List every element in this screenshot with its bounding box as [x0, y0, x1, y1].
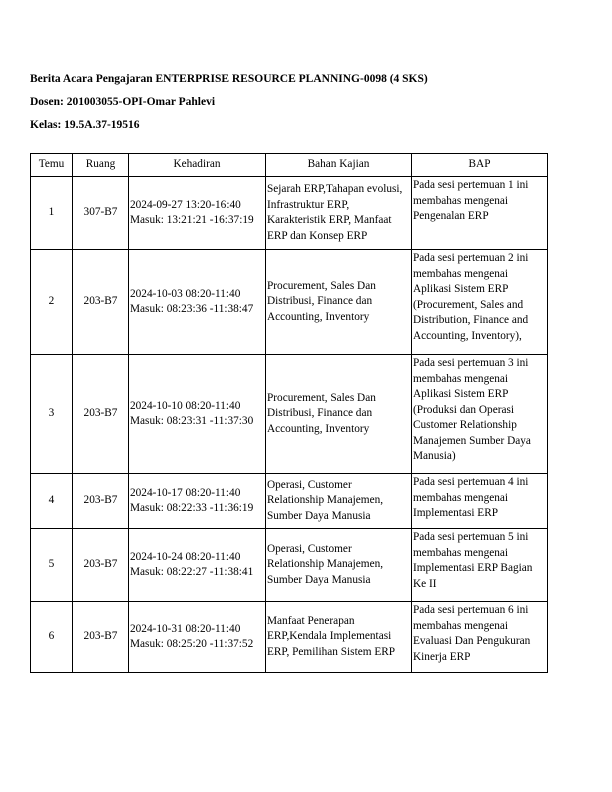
- ruang-cell: 203-B7: [73, 250, 129, 355]
- kehadiran-cell: [129, 474, 266, 529]
- table-row: [31, 529, 548, 602]
- header-bahan-kajian: Bahan Kajian: [266, 154, 412, 177]
- bahan-kajian-cell: Sejarah ERP,Tahapan evolusi, Infrastruktur ERP, Karakteristik ERP, Manfaat ERP dan Konsep ERP: [266, 177, 412, 250]
- check-in-time: Masuk: 13:21:21 -16:37:19: [130, 214, 254, 226]
- check-in-time: Masuk: 08:22:33 -11:36:19: [130, 502, 254, 514]
- check-in-time: Masuk: 08:23:31 -11:37:30: [130, 415, 254, 427]
- temu-cell: 3: [31, 355, 73, 474]
- schedule-time: 2024-10-17 08:20-11:40: [130, 486, 241, 499]
- temu-cell: 1: [31, 177, 73, 250]
- table-header-row: [31, 154, 548, 177]
- bap-cell: Pada sesi pertemuan 1 ini membahas mengenai Pengenalan ERP: [412, 177, 548, 250]
- header-bap: BAP: [412, 154, 548, 177]
- document-title: Berita Acara Pengajaran ENTERPRISE RESOURCE PLANNING-0098 (4 SKS): [30, 73, 428, 85]
- schedule-time: 2024-09-27 13:20-16:40: [130, 198, 241, 211]
- kehadiran-cell: [129, 355, 266, 474]
- table-row: [31, 355, 548, 474]
- check-in-time: Masuk: 08:23:36 -11:38:47: [130, 303, 254, 315]
- table-row: [31, 250, 548, 355]
- bahan-kajian-cell: Operasi, Customer Relationship Manajemen, Sumber Daya Manusia: [266, 529, 412, 602]
- schedule-time: 2024-10-10 08:20-11:40: [130, 399, 241, 412]
- kehadiran-cell: [129, 177, 266, 250]
- check-in-time: Masuk: 08:22:27 -11:38:41: [130, 566, 254, 578]
- schedule-time: 2024-10-24 08:20-11:40: [130, 550, 241, 563]
- ruang-cell: 203-B7: [73, 474, 129, 529]
- bahan-kajian-cell: Procurement, Sales Dan Distribusi, Finance dan Accounting, Inventory: [266, 355, 412, 474]
- bahan-kajian-cell: Operasi, Customer Relationship Manajemen, Sumber Daya Manusia: [266, 474, 412, 529]
- ruang-cell: 203-B7: [73, 602, 129, 673]
- check-in-time: Masuk: 08:25:20 -11:37:52: [130, 638, 254, 650]
- bap-cell: Pada sesi pertemuan 6 ini membahas mengenai Evaluasi Dan Pengukuran Kinerja ERP: [412, 602, 548, 673]
- temu-cell: 5: [31, 529, 73, 602]
- ruang-cell: 307-B7: [73, 177, 129, 250]
- temu-cell: 2: [31, 250, 73, 355]
- schedule-time: 2024-10-31 08:20-11:40: [130, 622, 241, 635]
- kehadiran-cell: [129, 529, 266, 602]
- ruang-cell: 203-B7: [73, 529, 129, 602]
- table-row: [31, 177, 548, 250]
- lecturer-line: Dosen: 201003055-OPI-Omar Pahlevi: [30, 96, 216, 108]
- temu-cell: 4: [31, 474, 73, 529]
- header-ruang: Ruang: [73, 154, 129, 177]
- bap-cell: Pada sesi pertemuan 2 ini membahas mengenai Aplikasi Sistem ERP (Procurement, Sales and Distribution, Finance and Accounting, Inventory),: [412, 250, 548, 355]
- bap-cell: Pada sesi pertemuan 3 ini membahas mengenai Aplikasi Sistem ERP (Produksi dan Operasi Customer Relationship Manajemen Sumber Daya Manusia): [412, 355, 548, 474]
- header-kehadiran: Kehadiran: [129, 154, 266, 177]
- bahan-kajian-cell: Manfaat Penerapan ERP,Kendala Implementasi ERP, Pemilihan Sistem ERP: [266, 602, 412, 673]
- schedule-time: 2024-10-03 08:20-11:40: [130, 287, 241, 300]
- kehadiran-cell: [129, 602, 266, 673]
- table-row: [31, 602, 548, 673]
- ruang-cell: 203-B7: [73, 355, 129, 474]
- bahan-kajian-cell: Procurement, Sales Dan Distribusi, Finance dan Accounting, Inventory: [266, 250, 412, 355]
- header-temu: Temu: [31, 154, 73, 177]
- attendance-table: [30, 153, 548, 673]
- table-row: [31, 474, 548, 529]
- bap-cell: Pada sesi pertemuan 4 ini membahas mengenai Implementasi ERP: [412, 474, 548, 529]
- class-line: Kelas: 19.5A.37-19516: [30, 119, 140, 131]
- bap-cell: Pada sesi pertemuan 5 ini membahas mengenai Implementasi ERP Bagian Ke II: [412, 529, 548, 602]
- document-header: [30, 69, 428, 138]
- kehadiran-cell: [129, 250, 266, 355]
- temu-cell: 6: [31, 602, 73, 673]
